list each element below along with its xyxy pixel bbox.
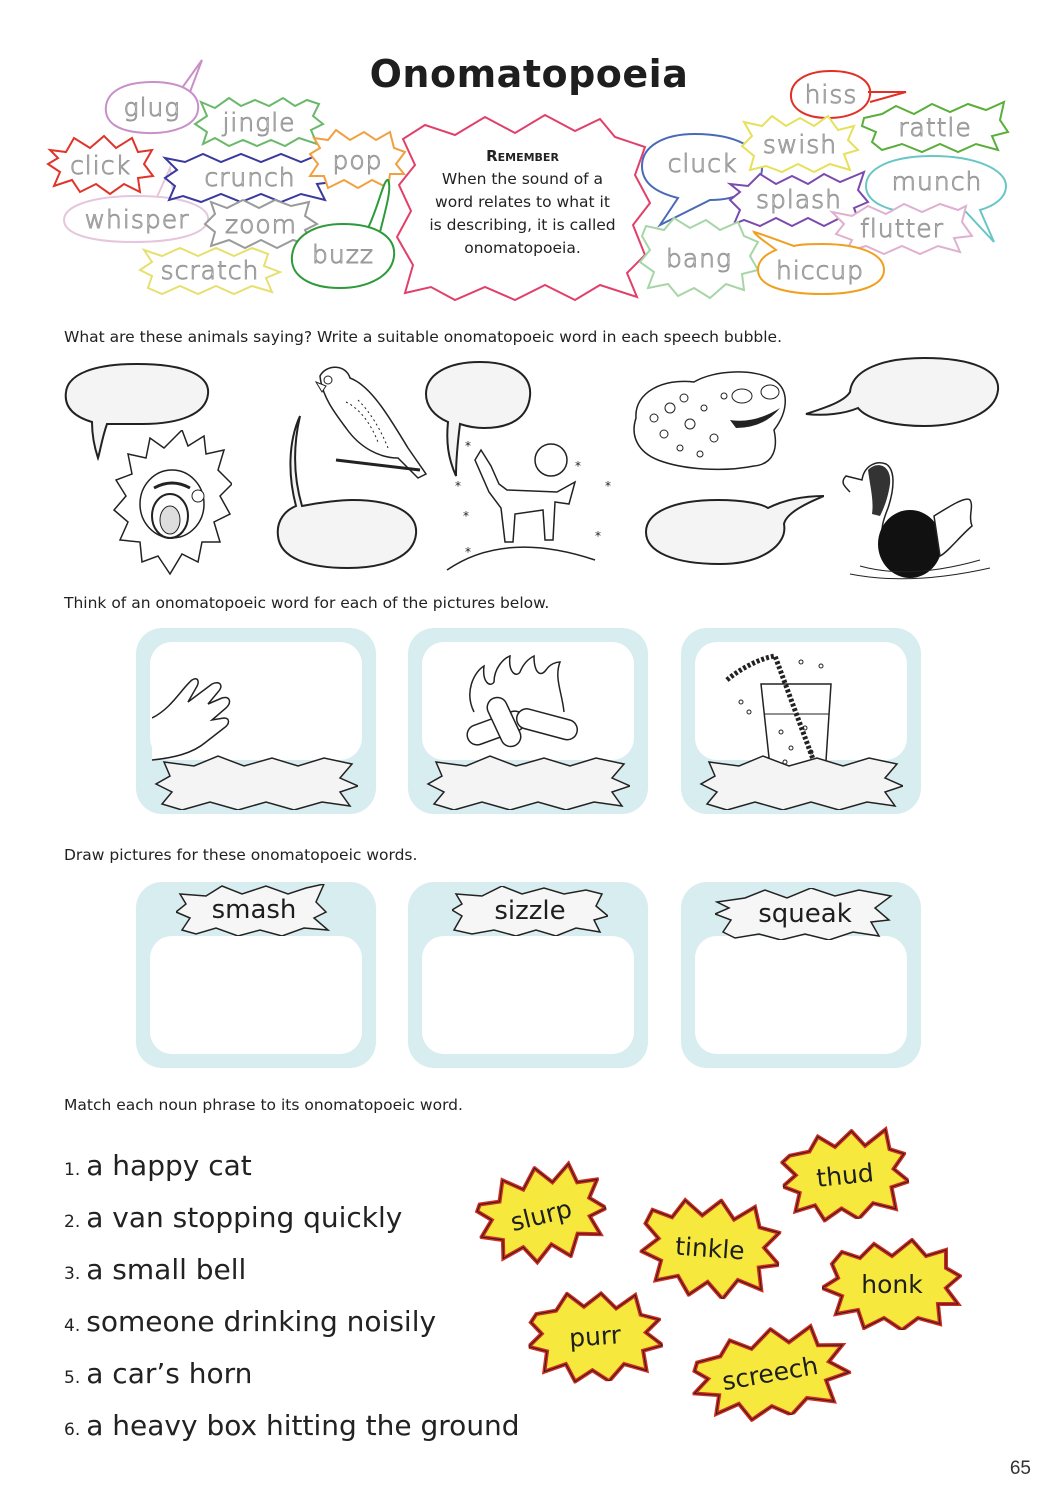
match-burst-tinkle[interactable]: tinkle [637, 1193, 784, 1303]
picture-card-campfire [408, 628, 648, 814]
match-burst-honk[interactable]: honk [822, 1238, 962, 1330]
trace-word-hiccup: hiccup [752, 232, 888, 296]
toad-illustration-icon [624, 368, 794, 478]
clapping-hands-icon [152, 658, 292, 768]
match-burst-screech[interactable]: screech [683, 1315, 856, 1431]
svg-text:*: * [463, 509, 469, 523]
campfire-icon [454, 652, 594, 762]
remember-heading: Remember [486, 147, 559, 165]
svg-text:*: * [575, 459, 581, 473]
label-burst-sizzle: sizzle [452, 886, 608, 936]
trace-word-rattle: rattle [862, 102, 1008, 152]
howling-wolf-illustration-icon [445, 430, 625, 580]
noun-phrase-item[interactable]: 2. a van stopping quickly [64, 1201, 403, 1234]
match-burst-thud[interactable]: thud [778, 1124, 913, 1227]
trace-word-crunch: crunch [165, 152, 335, 202]
draw-card-squeak [681, 882, 921, 1068]
trace-word-buzz: buzz [288, 218, 398, 290]
trace-word-munch: munch [862, 152, 1012, 242]
remember-line-1: When the sound of a [441, 170, 604, 188]
noun-phrase-item[interactable]: 6. a heavy box hitting the ground [64, 1409, 520, 1442]
noun-phrase-item[interactable]: 3. a small bell [64, 1253, 247, 1286]
remember-callout [395, 115, 650, 300]
match-burst-purr[interactable]: purr [525, 1285, 665, 1386]
answer-speech-bubble-duck[interactable] [644, 488, 824, 568]
label-burst-squeak: squeak [715, 888, 895, 940]
duck-illustration-icon [830, 456, 1000, 582]
lion-illustration-icon [112, 430, 232, 580]
trace-word-zoom: zoom [205, 200, 317, 248]
match-instruction: Match each noun phrase to its onomatopoeic word. [64, 1096, 463, 1114]
noun-phrase-list [64, 1140, 520, 1452]
trace-word-pop: pop [310, 130, 405, 190]
answer-speech-bubble-budgie[interactable] [272, 412, 422, 572]
picture-card-clapping [136, 628, 376, 814]
noun-phrase-item[interactable]: 1. a happy cat [64, 1149, 252, 1182]
trace-word-glug: glug [102, 78, 202, 136]
draw-instruction: Draw pictures for these onomatopoeic words. [64, 846, 418, 864]
draw-card-sizzle [408, 882, 648, 1068]
trace-word-scratch: scratch [140, 246, 280, 294]
animals-instruction: What are these animals saying? Write a suitable onomatopoeic word in each speech bubble. [64, 328, 783, 346]
page-title: Onomatopoeia [369, 52, 689, 96]
trace-word-cluck: cluck [640, 130, 765, 225]
drawing-area-sizzle[interactable] [422, 936, 634, 1054]
svg-text:*: * [455, 479, 461, 493]
svg-text:*: * [465, 439, 471, 453]
answer-burst-campfire[interactable] [426, 754, 630, 810]
picture-card-fizzy-drink [681, 628, 921, 814]
trace-word-hiss: hiss [786, 68, 876, 120]
noun-phrase-item[interactable]: 5. a car’s horn [64, 1357, 253, 1390]
trace-word-swish: swish [742, 116, 858, 172]
trace-word-click: click [48, 136, 153, 194]
svg-text:*: * [595, 529, 601, 543]
trace-word-bang: bang [640, 218, 758, 298]
svg-text:*: * [605, 479, 611, 493]
label-burst-smash: smash [176, 884, 332, 936]
drawing-area-squeak[interactable] [695, 936, 907, 1054]
remember-line-4: onomatopoeia. [464, 239, 581, 257]
page-number: 65 [1009, 1458, 1031, 1479]
trace-word-jingle: jingle [195, 98, 323, 146]
trace-word-flutter: flutter [832, 202, 972, 254]
draw-card-smash [136, 882, 376, 1068]
trace-word-splash: splash [730, 172, 868, 226]
answer-burst-clapping[interactable] [154, 754, 358, 810]
svg-text:*: * [465, 545, 471, 559]
match-burst-slurp[interactable]: slurp [466, 1152, 616, 1279]
answer-speech-bubble-toad[interactable] [804, 356, 1004, 428]
remember-line-2: word relates to what it [435, 193, 610, 211]
noun-phrase-item[interactable]: 4. someone drinking noisily [64, 1305, 437, 1338]
pictures-instruction: Think of an onomatopoeic word for each of the pictures below. [64, 594, 550, 612]
answer-burst-fizzy-drink[interactable] [699, 754, 903, 810]
remember-line-3: is describing, it is called [429, 216, 616, 234]
drawing-area-smash[interactable] [150, 936, 362, 1054]
trace-word-whisper: whisper [62, 194, 212, 244]
